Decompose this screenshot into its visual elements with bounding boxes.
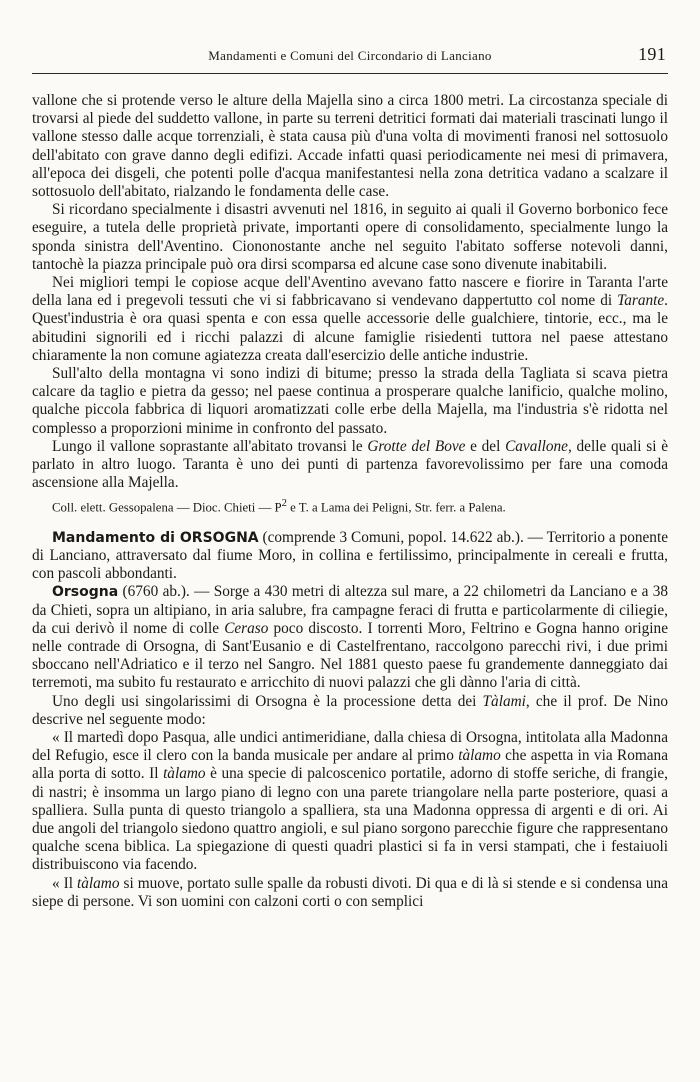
paragraph-mandamento: Mandamento di ORSOGNA (comprende 3 Comuni, popol. 14.622 ab.). — Territorio a ponente di Lanciano, attraversato dal fiume Moro, in collina e fertilissimo, principalmente in cereali e frutta, con pascoli abbondanti. — [32, 528, 668, 583]
paragraph: Sull'alto della montagna vi sono indizi di bitume; presso la strada della Tagliata si scava pietra calcare da taglio e pietra da gesso; nel paese continua a prosperare qualche lanificio, qualche molino, qualche piccola fabbrica di liquori aromatizzati colle erbe della Majella, ma l'industria s'è ridotta nel complesso a proporzioni minime in confronto del passato. — [32, 365, 668, 437]
paragraph: vallone che si protende verso le alture della Majella sino a circa 1800 metri. La circostanza speciale di trovarsi al piede del suddetto vallone, in parte su terreni detritici formati dai materiali trascinati lungo il vallone stesso dalle acque torrenziali, è stata causa più d'una volta di movimenti franosi nel sottosuolo dell'abitato con grave danno degli edifizi. Accade infatti quasi periodicamente nei mesi di primavera, all'epoca dei disgeli, che potenti polle d'acqua manifestantesi nella zona detritica vadano a scalzare il sottosuolo dell'abitato, rialzando le fondamenta delle case. — [32, 92, 668, 201]
italic-term: Cavallone — [505, 437, 568, 455]
italic-term: tàlamo — [163, 765, 206, 783]
paragraph: Si ricordano specialmente i disastri avvenuti nel 1816, in seguito ai quali il Governo borbonico fece eseguire, a tutela delle proprietà private, importanti opere di consolidamento, specialmente lungo la sponda sinistra dell'Aventino. Ciononostante anche nel seguito l'abitato sofferse notevoli danni, tantochè la piazza principale può ora dirsi scomparsa ed alcune case sono divenute inabitabili. — [32, 201, 668, 273]
italic-term: tàlamo — [458, 747, 501, 765]
paragraph: Orsogna (6760 ab.). — Sorge a 430 metri di altezza sul mare, a 22 chilometri da Lanciano e a 38 da Chieti, sopra un altipiano, in aria salubre, fra campagne feraci di frutta e particolarmente di ciliegie, da cui derivò il nome di colle Ceraso poco discosto. I torrenti Moro, Feltrino e Gogna hanno origine nelle contrade di Orsogna, di Sant'Eusanio e di Castelfrentano, raccolgono parecchi rivi, i due primi sboccano nell'Adriatico e il terzo nel Sangro. Nel 1881 questo paese fu grandemente danneggiato dai terremoti, ma subito fu restaurato e arricchito di nuovi palazzi che gli dànno l'aria di città. — [32, 583, 668, 692]
italic-term: tàlamo — [77, 874, 120, 892]
page-number: 191 — [638, 44, 666, 64]
running-head — [32, 44, 668, 66]
header-rule — [32, 73, 668, 74]
electoral-note: Coll. elett. Gessopalena — Dioc. Chieti — $P^2$ e T. a Lama dei Peligni, Str. ferr. a Palena. — [52, 498, 506, 515]
comune-name: Orsogna — [52, 584, 119, 601]
paragraph: Nei migliori tempi le copiose acque dell'Aventino avevano fatto nascere e fiorire in Taranta l'arte della lana ed i pregevoli tessuti che vi si fabbricavano si vendevano dappertutto col nome di Tarante. Quest'industria è ora quasi spenta e con essa quelle accessorie delle gualchiere, tintorie, ecc., ma le abitudini signorili ed i ricchi palazzi di alcune famiglie risiedenti tuttora nel paese attestano chiaramente la non comune agiatezza creata dall'esercizio delle antiche industrie. — [32, 274, 668, 364]
italic-term: Tarante — [617, 292, 665, 310]
paragraph: Lungo il vallone soprastante all'abitato trovansi le Grotte del Bove e del Cavallone, delle quali si è parlato in altro luogo. Taranta è uno dei punti di partenza favorevolissimo per fare una comoda ascensione alla Majella. — [32, 437, 668, 492]
running-title: Mandamenti e Comuni del Circondario di Lanciano — [208, 48, 492, 63]
body-text — [32, 92, 668, 911]
section-heading: Mandamento di ORSOGNA — [52, 529, 259, 546]
paragraph: Uno degli usi singolarissimi di Orsogna è la processione detta dei Tàlami, che il prof. De Nino descrive nel seguente modo: — [32, 692, 668, 728]
italic-term: Grotte del Bove — [367, 437, 466, 455]
paragraph: « Il tàlamo si muove, portato sulle spalle da robusti divoti. Di qua e di là si stende e si condensa una siepe di persone. Vi son uomini con calzoni corti o con semplici — [32, 874, 668, 910]
italic-term: Tàlami — [482, 692, 526, 710]
paragraph: « Il martedì dopo Pasqua, alle undici antimeridiane, dalla chiesa di Orsogna, intitolata alla Madonna del Refugio, esce il clero con la banda musicale per andare al primo tàlamo che aspetta in via Romana alla porta di sotto. Il tàlamo è una specie di palcoscenico portatile, adorno di stoffe seriche, di frangie, di nastri; è insomma un largo piano di legno con una parete triangolare nella parte posteriore, quasi a spalliera. Sulla punta di questo triangolo a spalliera, sta una Madonna oppressa di argenti e di ori. Ai due angoli del triangolo siedono quattro angioli, e sul piano sorgono parecchie figure che rappresentano qualche scena biblica. La spiegazione di questi quadri plastici si fa in versi stampati, che i festaiuoli distribuiscono via facendo. — [32, 728, 668, 874]
italic-term: Ceraso — [224, 619, 269, 637]
